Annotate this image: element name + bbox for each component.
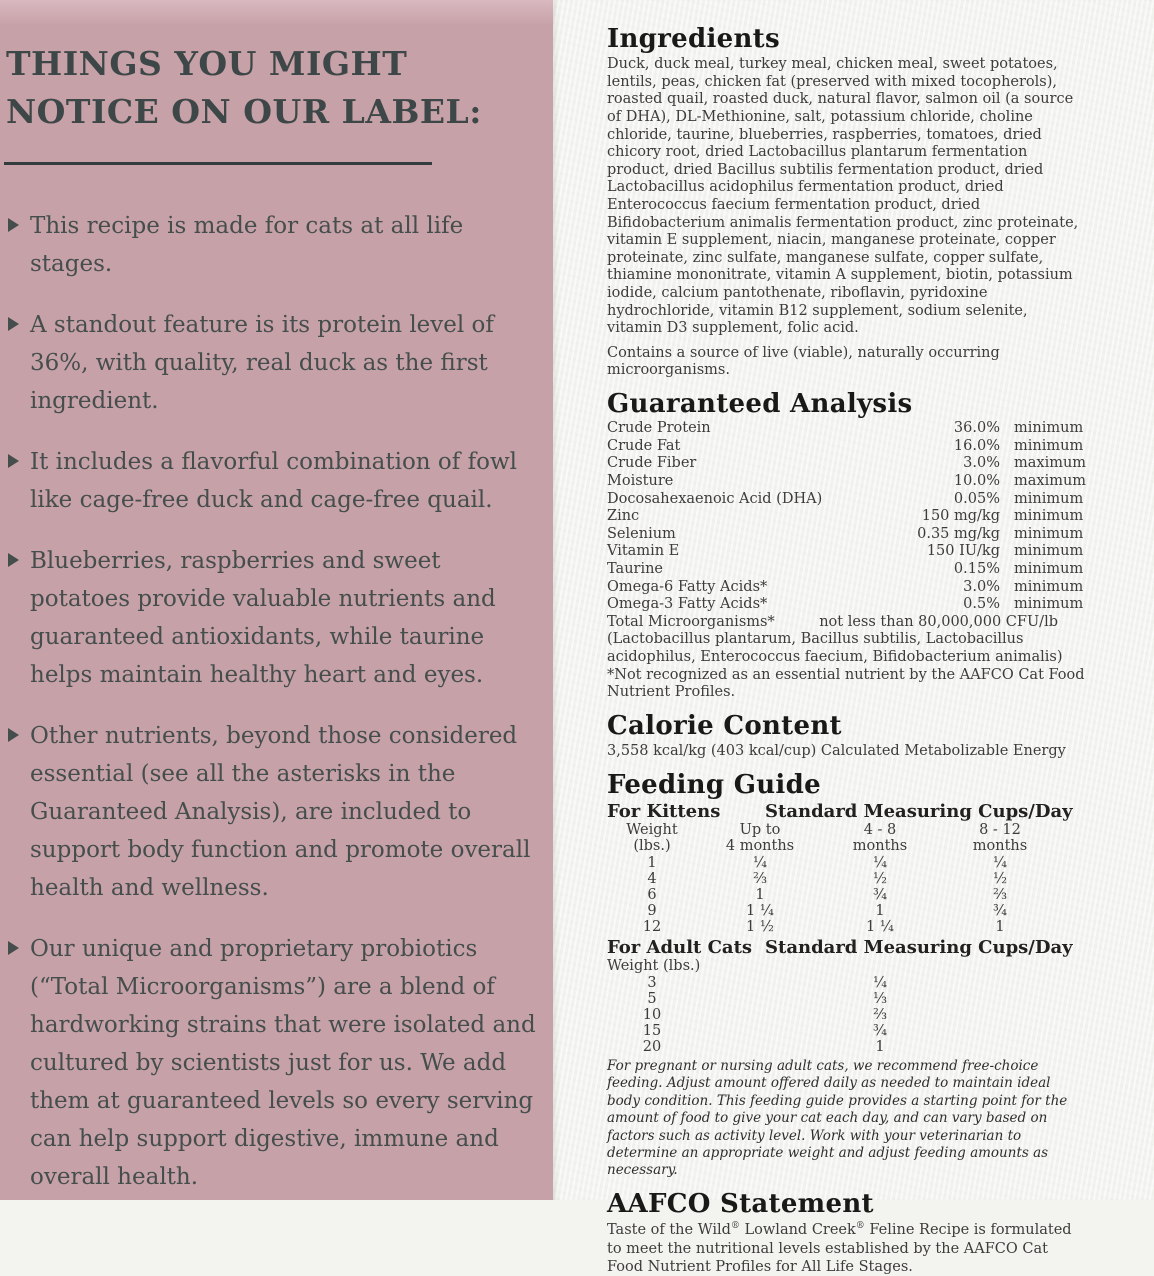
ga-nutrient-qualifier: minimum: [1014, 561, 1084, 578]
ga-row: [607, 438, 1086, 456]
kittens-table-cell: 1: [755, 886, 765, 903]
adult-weight-cell: 20: [642, 1038, 662, 1055]
panel-top-light-strip: [0, 0, 553, 26]
kittens-table-cell: 1: [647, 854, 657, 871]
bullet-item-3: [30, 443, 539, 519]
aafco-section: [607, 1188, 1086, 1276]
kittens-table-cell: ¼: [752, 854, 768, 871]
kittens-header-row: [607, 801, 1086, 822]
ga-nutrient-qualifier: minimum: [1014, 490, 1084, 507]
column-header-line: 4 months: [725, 838, 795, 855]
ga-row: [607, 579, 1086, 597]
bullet-text: Blueberries, raspberries and sweet potatoes provide valuable nutrients and guaranteed antioxidants, while taurine helps maintain healthy heart and eyes.: [30, 548, 496, 688]
ingredients-note: Contains a source of live (viable), naturally occurring microorganisms.: [607, 344, 1000, 379]
ingredients-section: [607, 26, 1086, 380]
ga-nutrient-value: 0.35 mg/kg: [917, 525, 1000, 542]
total-microorganisms-value: not less than 80,000,000 CFU/lb: [819, 613, 1058, 630]
bullet-item-2: [30, 306, 539, 420]
calorie-content-heading: Calorie Content: [607, 710, 842, 741]
ga-nutrient-qualifier: minimum: [1014, 437, 1084, 454]
bullet-triangle-icon: [8, 218, 19, 232]
ga-row: [607, 508, 1086, 526]
bullet-text: Other nutrients, beyond those considered essential (see all the asterisks in the Guaranteed Analysis), are included to support body function and promote overall health and wellness.: [30, 723, 531, 901]
kittens-table-cell: 6: [647, 886, 657, 903]
panel-title-line2: NOTICE ON OUR LABEL:: [6, 92, 482, 131]
kittens-cups-label: Standard Measuring Cups/Day: [765, 800, 1073, 822]
ga-row: [607, 491, 1086, 509]
kittens-table-cell: ¾: [872, 886, 888, 903]
column-header-line: months: [972, 838, 1028, 855]
kittens-table-cell: ¼: [872, 854, 888, 871]
column-header-line: 4 - 8: [863, 821, 897, 838]
adult-spacer-cell: [937, 975, 1063, 991]
ga-nutrient-value: 0.5%: [963, 596, 1000, 613]
registered-trademark-symbol: ®: [855, 1221, 865, 1232]
bullet-item-1: [30, 207, 539, 283]
ga-nutrient-value: 0.05%: [953, 490, 1000, 507]
bullet-triangle-icon: [8, 941, 19, 955]
column-header-line: Up to: [739, 821, 781, 838]
ga-nutrient-value: 3.0%: [963, 578, 1000, 595]
guaranteed-analysis-heading: Guaranteed Analysis: [607, 388, 913, 419]
kittens-table-cell: ⅔: [752, 870, 768, 887]
kittens-table-cell: 9: [647, 902, 657, 919]
aafco-statement-text: Feline Recipe is formulated to meet the nutritional levels established by the AAFCO Cat Food Nutrient Profiles for All Life Stages.: [607, 1222, 1072, 1275]
calorie-content-body: 3,558 kcal/kg (403 kcal/cup) Calculated Metabolizable Energy: [607, 743, 1066, 760]
aafco-statement-text: Taste of the Wild: [607, 1222, 731, 1239]
column-header-line: (lbs.): [633, 838, 671, 855]
ga-nutrient-qualifier: minimum: [1014, 508, 1084, 525]
feeding-guide-section: [607, 769, 1086, 1180]
ga-nutrient-qualifier: maximum: [1014, 473, 1087, 490]
kittens-table-cell: ¼: [992, 854, 1008, 871]
adult-weight-cell: 5: [647, 990, 657, 1007]
guaranteed-analysis-table: [607, 420, 1086, 614]
adult-spacer-cell: [697, 991, 823, 1007]
total-microorganisms-row: [607, 614, 1086, 632]
adult-spacer-cell: [697, 975, 823, 991]
adult-cups-cell: ⅓: [872, 990, 888, 1007]
kittens-table-cell: 1 ¼: [746, 902, 774, 919]
ga-nutrient-value: 150 IU/kg: [926, 543, 1000, 560]
ga-nutrient-label: Vitamin E: [607, 543, 680, 560]
ga-nutrient-label: Crude Fat: [607, 437, 681, 454]
ga-nutrient-qualifier: minimum: [1014, 543, 1084, 560]
ga-nutrient-label: Moisture: [607, 473, 674, 490]
bullet-triangle-icon: [8, 317, 19, 331]
ga-row: [607, 473, 1086, 491]
adult-spacer-cell: [697, 1023, 823, 1039]
adult-cups-cell: ¾: [872, 1022, 888, 1039]
bullet-text: It includes a flavorful combination of fowl like cage-free duck and cage-free quail.: [30, 449, 517, 513]
adult-cups-cell: 1: [875, 1038, 885, 1055]
adult-spacer-cell: [697, 1039, 823, 1055]
bullet-text: A standout feature is its protein level of 36%, with quality, real duck as the first ingredient.: [30, 312, 494, 414]
adult-cats-header-row: [607, 937, 1086, 958]
ga-nutrient-value: 0.15%: [953, 561, 1000, 578]
bullet-triangle-icon: [8, 728, 19, 742]
column-header-line: 8 - 12: [979, 821, 1021, 838]
adult-spacer-cell: [697, 1007, 823, 1023]
ga-row: [607, 455, 1086, 473]
ga-nutrient-label: Omega-3 Fatty Acids*: [607, 596, 768, 613]
aafco-statement: [607, 1221, 1086, 1276]
bullet-item-5: [30, 717, 539, 907]
kittens-table-cell: ½: [872, 870, 888, 887]
ga-nutrient-value: 16.0%: [953, 437, 1000, 454]
aafco-heading: AAFCO Statement: [607, 1188, 874, 1219]
column-header-line: Weight: [626, 821, 678, 838]
bullet-triangle-icon: [8, 553, 19, 567]
ga-nutrient-label: Zinc: [607, 508, 640, 525]
microorganism-species-note: (Lactobacillus plantarum, Bacillus subtilis, Lactobacillus acidophilus, Enterococcus faecium, Bifidobacterium animalis): [607, 631, 1063, 665]
ga-row: [607, 561, 1086, 579]
kittens-table: [607, 855, 1086, 935]
ga-row: [607, 543, 1086, 561]
bullet-text: This recipe is made for cats at all life stages.: [30, 213, 464, 277]
adult-spacer-cell: [937, 1007, 1063, 1023]
ga-nutrient-label: Selenium: [607, 525, 676, 542]
ga-nutrient-label: Crude Fiber: [607, 455, 697, 472]
adult-weight-cell: 10: [642, 1006, 662, 1023]
panel-title: [6, 40, 539, 136]
adult-cats-table: [607, 975, 1086, 1055]
ingredients-heading: Ingredients: [607, 24, 780, 54]
calorie-content-section: [607, 710, 1086, 761]
ga-nutrient-label: Omega-6 Fatty Acids*: [607, 578, 768, 595]
adult-spacer-cell: [937, 991, 1063, 1007]
kittens-table-cell: 1: [995, 918, 1005, 935]
ga-row: [607, 596, 1086, 614]
bullet-item-6: [30, 930, 539, 1196]
kittens-column-header: [823, 822, 937, 855]
ga-nutrient-value: 150 mg/kg: [921, 508, 1000, 525]
for-adult-cats-label: For Adult Cats: [607, 936, 753, 958]
registered-trademark-symbol: ®: [730, 1221, 740, 1232]
kittens-table-cell: 12: [642, 918, 662, 935]
adult-cups-cell: ⅔: [872, 1006, 888, 1023]
kittens-table-cell: 1 ¼: [866, 918, 894, 935]
for-kittens-label: For Kittens: [607, 800, 721, 822]
bullet-item-4: [30, 542, 539, 694]
title-divider: [4, 162, 432, 165]
ga-nutrient-label: Taurine: [607, 561, 664, 578]
nutrition-panel: [553, 0, 1154, 1275]
bullet-list: [30, 207, 539, 1196]
aafco-statement-text: Lowland Creek: [739, 1222, 856, 1239]
ga-nutrient-qualifier: minimum: [1014, 525, 1084, 542]
bullet-triangle-icon: [8, 454, 19, 468]
adult-cups-label: Standard Measuring Cups/Day: [765, 936, 1073, 958]
ga-nutrient-label: Crude Protein: [607, 420, 711, 437]
panel-title-line1: THINGS YOU MIGHT: [6, 44, 408, 83]
column-header-line: months: [852, 838, 908, 855]
adult-weight-cell: 3: [647, 974, 657, 991]
ga-nutrient-value: 36.0%: [953, 420, 1000, 437]
ga-nutrient-value: 3.0%: [963, 455, 1000, 472]
ga-nutrient-label: Docosahexaenoic Acid (DHA): [607, 490, 823, 507]
ga-nutrient-qualifier: maximum: [1014, 455, 1087, 472]
ga-nutrient-qualifier: minimum: [1014, 578, 1084, 595]
kittens-column-headers: [607, 822, 1086, 855]
adult-weight-label: Weight (lbs.): [607, 957, 701, 974]
ingredients-body: Duck, duck meal, turkey meal, chicken meal, sweet potatoes, lentils, peas, chicken fat (preserved with mixed tocopherols), roasted quail, roasted duck, natural flavor, salmon oil (a source of DHA), DL-Methionine, salt, potassium chloride, choline chloride, taurine, blueberries, raspberries, tomatoes, dried chicory root, dried Lactobacillus plantarum fermentation product, dried Bacillus subtilis fermentation product, dried Lactobacillus acidophilus fermentation product, dried Enterococcus faecium fermentation product, dried Bifidobacterium animalis fermentation product, zinc proteinate, vitamin E supplement, niacin, manganese proteinate, copper proteinate, zinc sulfate, manganese sulfate, copper sulfate, thiamine mononitrate, vitamin A supplement, biotin, potassium iodide, calcium pantothenate, riboflavin, pyridoxine hydrochloride, vitamin B12 supplement, sodium selenite, vitamin D3 supplement, folic acid.: [607, 56, 1079, 337]
feeding-guide-heading: Feeding Guide: [607, 769, 821, 800]
ga-nutrient-qualifier: minimum: [1014, 420, 1084, 437]
label-callouts-panel: [0, 0, 553, 1200]
guaranteed-analysis-section: [607, 388, 1087, 702]
kittens-table-cell: 4: [647, 870, 657, 887]
kittens-column-header: [697, 822, 823, 855]
kittens-table-cell: ⅔: [992, 886, 1008, 903]
ga-row: [607, 526, 1086, 544]
kittens-table-cell: ½: [992, 870, 1008, 887]
ga-nutrient-value: 10.0%: [953, 473, 1000, 490]
asterisk-footnote: *Not recognized as an essential nutrient by the AAFCO Cat Food Nutrient Profiles.: [607, 666, 1085, 701]
total-microorganisms-label: Total Microorganisms*: [607, 613, 775, 630]
kittens-column-header: [607, 822, 697, 855]
adult-weight-cell: 15: [642, 1022, 662, 1039]
kittens-table-cell: 1: [875, 902, 885, 919]
ga-row: [607, 420, 1086, 438]
ga-nutrient-qualifier: minimum: [1014, 596, 1084, 613]
kittens-column-header: [937, 822, 1063, 855]
kittens-table-cell: 1 ½: [746, 918, 774, 935]
feeding-guide-note: For pregnant or nursing adult cats, we recommend free-choice feeding. Adjust amount offered daily as needed to maintain ideal body condition. This feeding guide provides a starting point for the amount of food to give your cat each day, and can vary based on factors such as activity level. Work with your veterinarian to determine an appropriate weight and adjust feeding amounts as necessary.: [607, 1057, 1068, 1179]
kittens-table-cell: ¾: [992, 902, 1008, 919]
adult-spacer-cell: [937, 1039, 1063, 1055]
bullet-text: Our unique and proprietary probiotics (“Total Microorganisms”) are a blend of hardworking strains that were isolated and cultured by scientists just for us. We add them at guaranteed levels so every serving can help support digestive, immune and overall health.: [30, 936, 536, 1190]
adult-cups-cell: ¼: [872, 974, 888, 991]
adult-spacer-cell: [937, 1023, 1063, 1039]
